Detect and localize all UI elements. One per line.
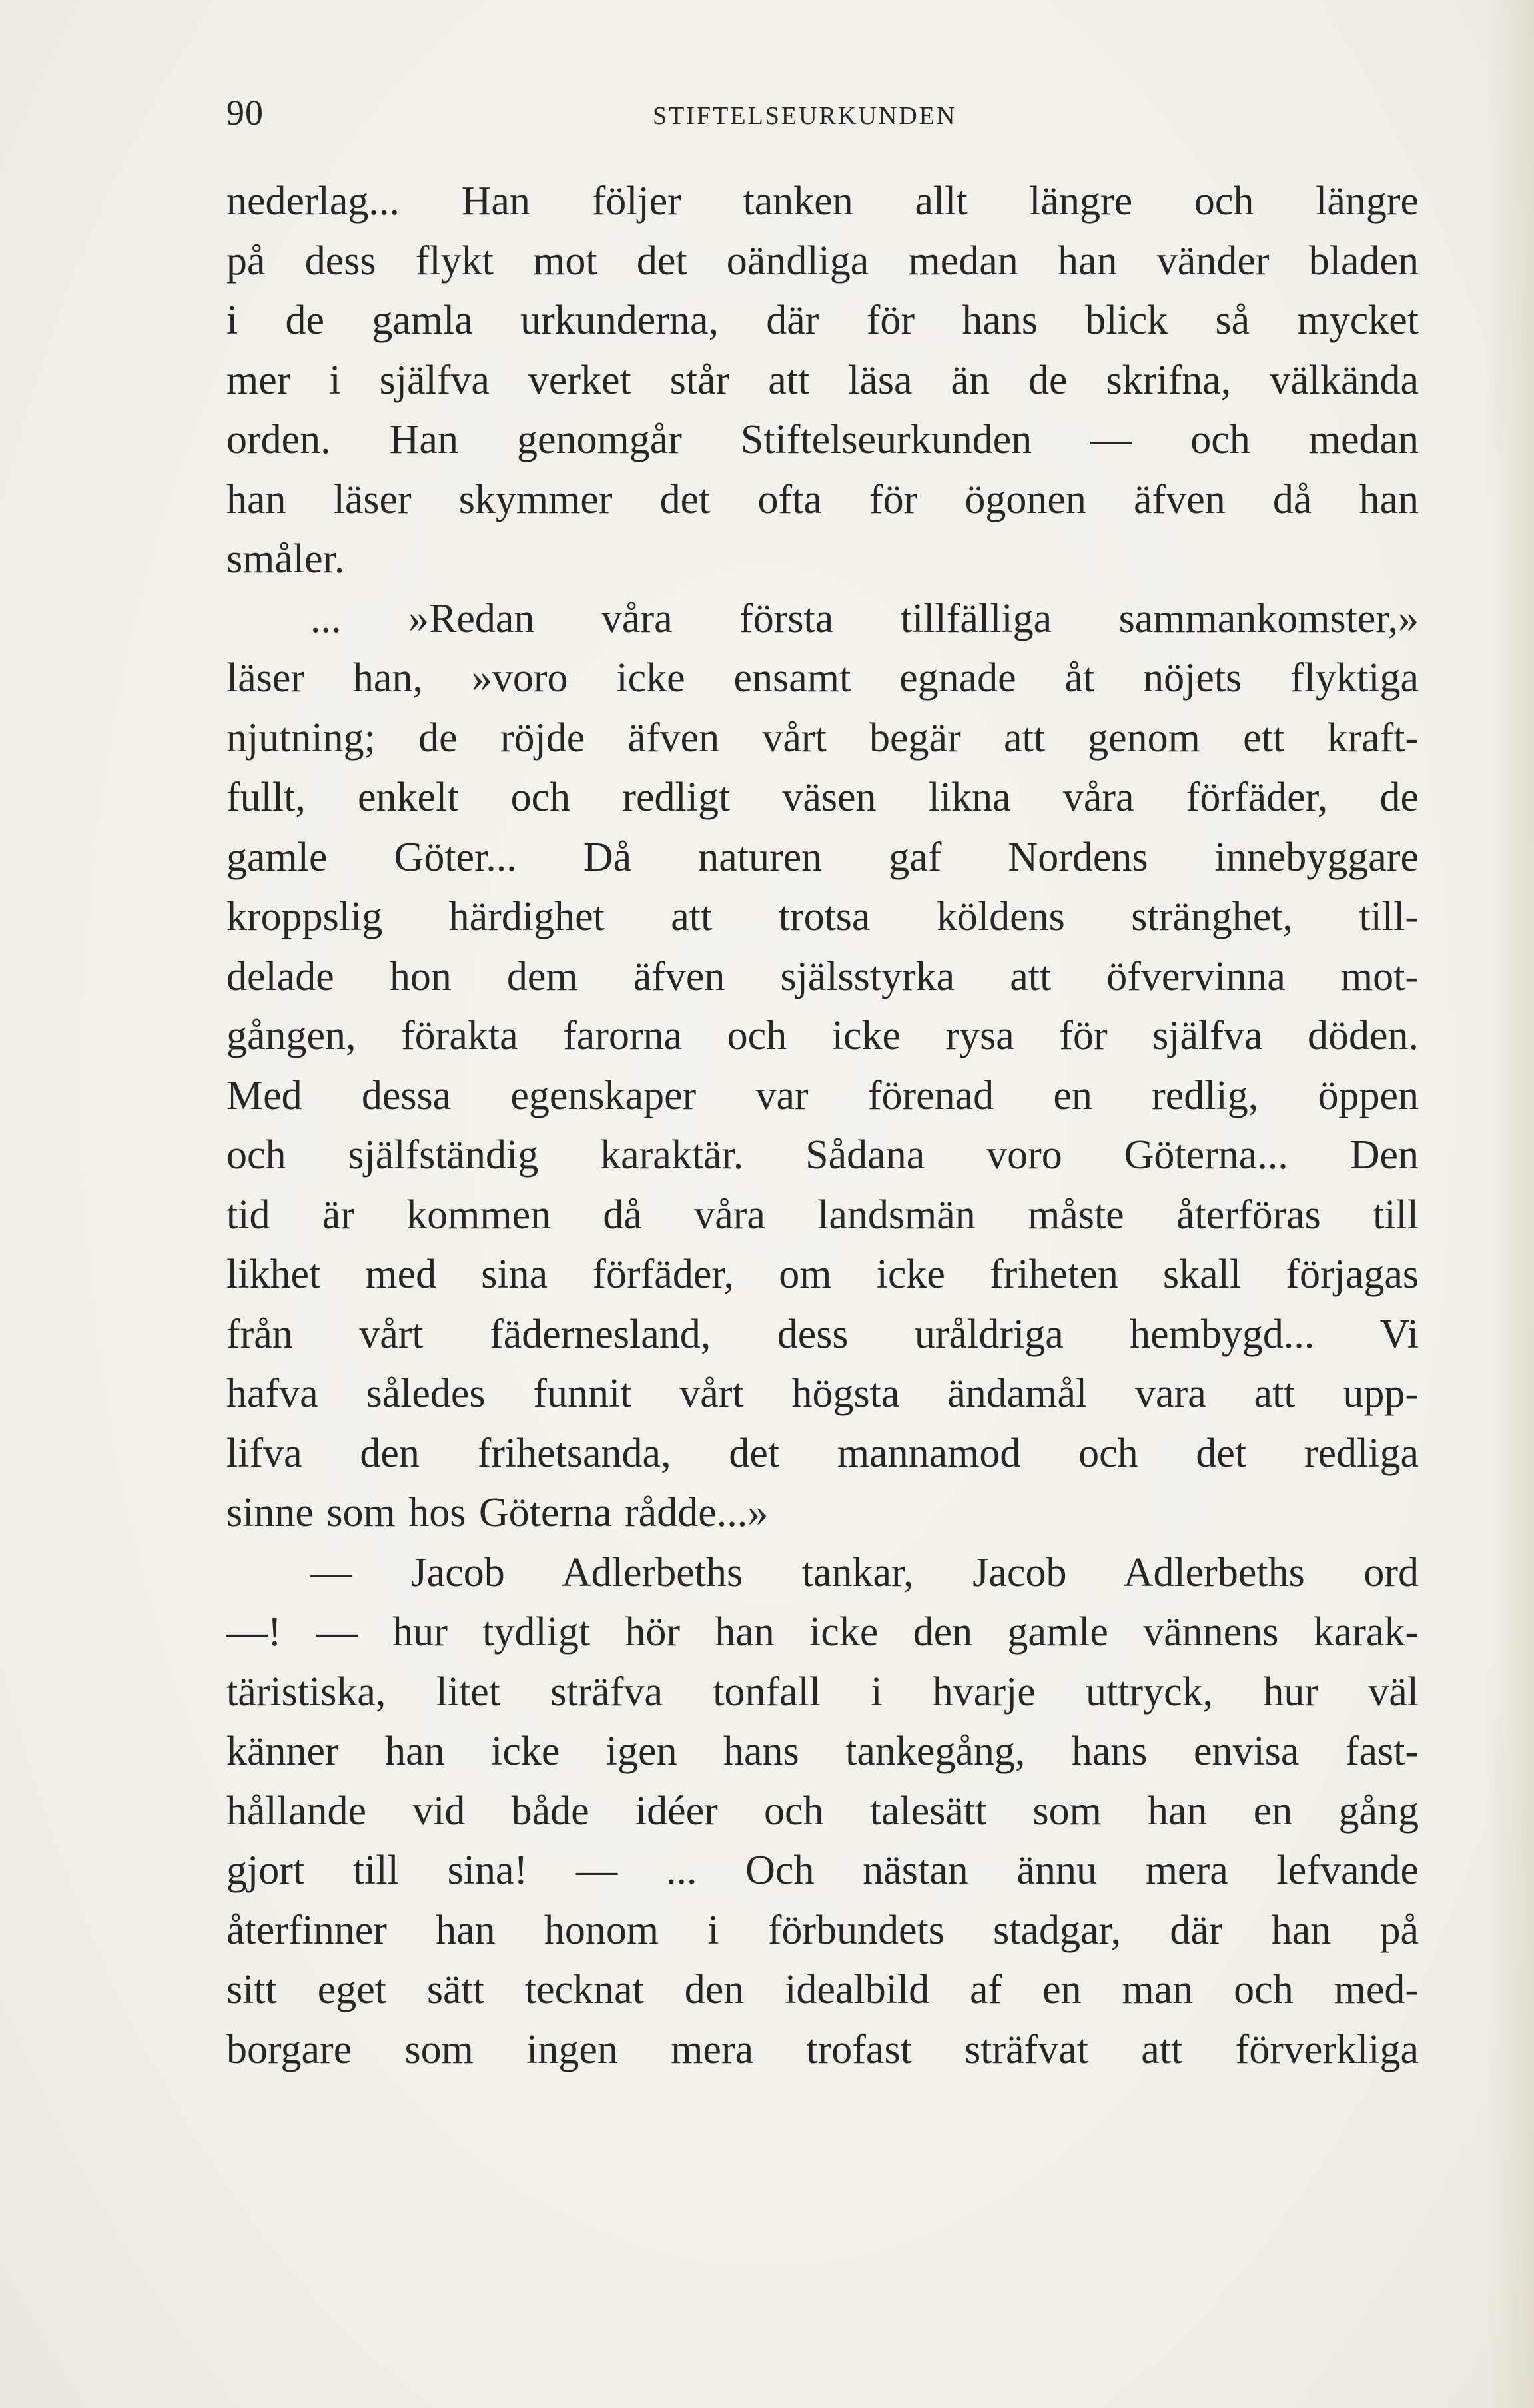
- text-line: återfinner han honom i förbundets stadgar, där han på: [226, 1907, 1419, 1953]
- text-line: likhet med sina förfäder, om icke friheten skall förjagas: [226, 1252, 1419, 1297]
- body-text: [226, 172, 1419, 2080]
- text-line: gången, förakta farorna och icke rysa för själfva döden.: [226, 1013, 1419, 1058]
- text-line: ... »Redan våra första tillfälliga sammankomster,»: [310, 596, 1419, 641]
- page-edge-shadow: [1487, 0, 1534, 2408]
- text-line: —! — hur tydligt hör han icke den gamle vännens karak-: [226, 1609, 1419, 1655]
- text-line: i de gamla urkunderna, där för hans blick så mycket: [226, 298, 1419, 343]
- text-line: orden. Han genomgår Stiftelseurkunden — och medan: [226, 417, 1419, 462]
- text-line: täristiska, litet sträfva tonfall i hvarje uttryck, hur väl: [226, 1669, 1419, 1715]
- text-line: läser han, »voro icke ensamt egnade åt nöjets flyktiga: [226, 655, 1419, 701]
- page-number: 90: [226, 93, 264, 133]
- text-line: han läser skymmer det ofta för ögonen äfven då han: [226, 476, 1419, 522]
- text-line: njutning; de röjde äfven vårt begär att genom ett kraft-: [226, 715, 1419, 761]
- text-line: tid är kommen då våra landsmän måste återföras till: [226, 1192, 1419, 1238]
- text-line: delade hon dem äfven själsstyrka att öfvervinna mot-: [226, 953, 1419, 999]
- text-line: och själfständig karaktär. Sådana voro Göterna... Den: [226, 1132, 1419, 1178]
- text-line: sitt eget sätt tecknat den idealbild af en man och med-: [226, 1967, 1419, 2012]
- text-line: från vårt fädernesland, dess uråldriga hembygd... Vi: [226, 1311, 1419, 1357]
- text-line: Med dessa egenskaper var förenad en redlig, öppen: [226, 1072, 1419, 1118]
- running-head: STIFTELSEURKUNDEN: [653, 102, 957, 130]
- text-line: sinne som hos Göterna rådde...»: [226, 1490, 769, 1535]
- text-line: gamle Göter... Då naturen gaf Nordens innebyggare: [226, 834, 1419, 880]
- text-line: gjort till sina! — ... Och nästan ännu mera lefvande: [226, 1848, 1419, 1893]
- text-line: på dess flykt mot det oändliga medan han vänder bladen: [226, 238, 1419, 284]
- text-line: kroppslig härdighet att trotsa köldens stränghet, till-: [226, 894, 1419, 939]
- text-line: småler.: [226, 536, 345, 582]
- page-header: [226, 92, 1419, 145]
- text-line: borgare som ingen mera trofast sträfvat att förverkliga: [226, 2026, 1419, 2072]
- text-line: — Jacob Adlerbeths tankar, Jacob Adlerbeths ord: [310, 1549, 1419, 1595]
- text-line: fullt, enkelt och redligt väsen likna våra förfäder, de: [226, 775, 1419, 820]
- text-line: mer i själfva verket står att läsa än de skrifna, välkända: [226, 357, 1419, 403]
- text-line: nederlag... Han följer tanken allt längre och längre: [226, 179, 1419, 224]
- text-line: lifva den frihetsanda, det mannamod och det redliga: [226, 1430, 1419, 1476]
- text-line: känner han icke igen hans tankegång, hans envisa fast-: [226, 1729, 1419, 1774]
- text-line: hållande vid både idéer och talesätt som han en gång: [226, 1788, 1419, 1834]
- text-line: hafva således funnit vårt högsta ändamål vara att upp-: [226, 1371, 1419, 1416]
